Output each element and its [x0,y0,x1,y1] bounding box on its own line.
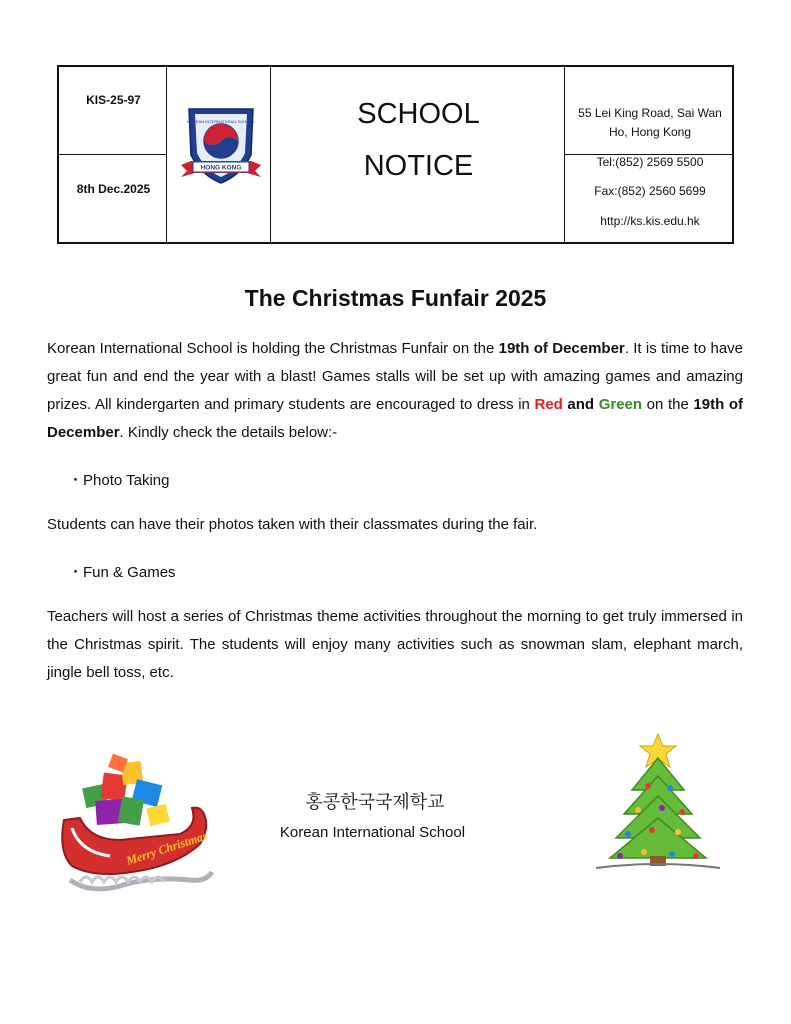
intro-text: on the [642,396,694,413]
school-crest-logo [181,103,261,193]
notice-headline: The Christmas Funfair 2025 [244,285,547,311]
sleigh-illustration [50,748,218,896]
school-name-english: Korean International School [279,824,466,841]
christmas-tree-illustration [592,732,724,872]
notice-header-table [57,65,734,244]
crest-ring-text: KOREAN INTERNATIONAL SCHOOL [187,119,255,124]
school-telephone: Tel:(852) 2569 5500 [596,155,704,169]
intro-text: . It is time to have great fun and end the year with a blast! Games stalls will be set up with amazing games and amazing prizes. All kindergarten and primary students are encouraged to dress in [47,340,744,413]
notice-title-line1: SCHOOL [357,98,480,130]
notice-date: 8th Dec.2025 [76,182,151,196]
dress-color-red: Red [534,396,563,413]
event-date: 19th of December [47,396,743,441]
event-date: 19th of December [498,340,625,357]
photo-taking-paragraph: Students can have their photos taken with their classmates during the fair. [47,516,538,533]
reference-number: KIS-25-97 [86,93,141,107]
school-name-korean: 홍콩한국국제학교 [305,792,445,813]
bullet-photo-taking: ・Photo Taking [68,472,170,489]
notice-title-line2: NOTICE [363,150,474,182]
bullet-fun-games: ・Fun & Games [68,564,176,581]
table-divider [270,67,271,242]
school-address: 55 Lei King Road, Sai Wan Ho, Hong Kong [578,106,722,139]
intro-paragraph [47,335,743,447]
dress-color-green: Green [598,396,643,413]
school-fax: Fax:(852) 2560 5699 [594,184,706,198]
intro-text: Korean International School is holding the Christmas Funfair on the [47,340,499,357]
intro-text: . Kindly check the details below:- [119,424,338,441]
school-website: http://ks.kis.edu.hk [600,214,700,228]
crest-banner-text: HONG KONG [200,164,242,172]
table-divider [59,154,166,155]
and-word: and [562,396,599,413]
sleigh-greeting-text: Merry Christmas [124,828,210,868]
fun-games-paragraph: Teachers will host a series of Christmas theme activities throughout the morning to get truly immersed in the Christmas spirit. The students will enjoy many activities such as snowman slam, elephant march, jingle bell toss, etc. [47,608,743,681]
